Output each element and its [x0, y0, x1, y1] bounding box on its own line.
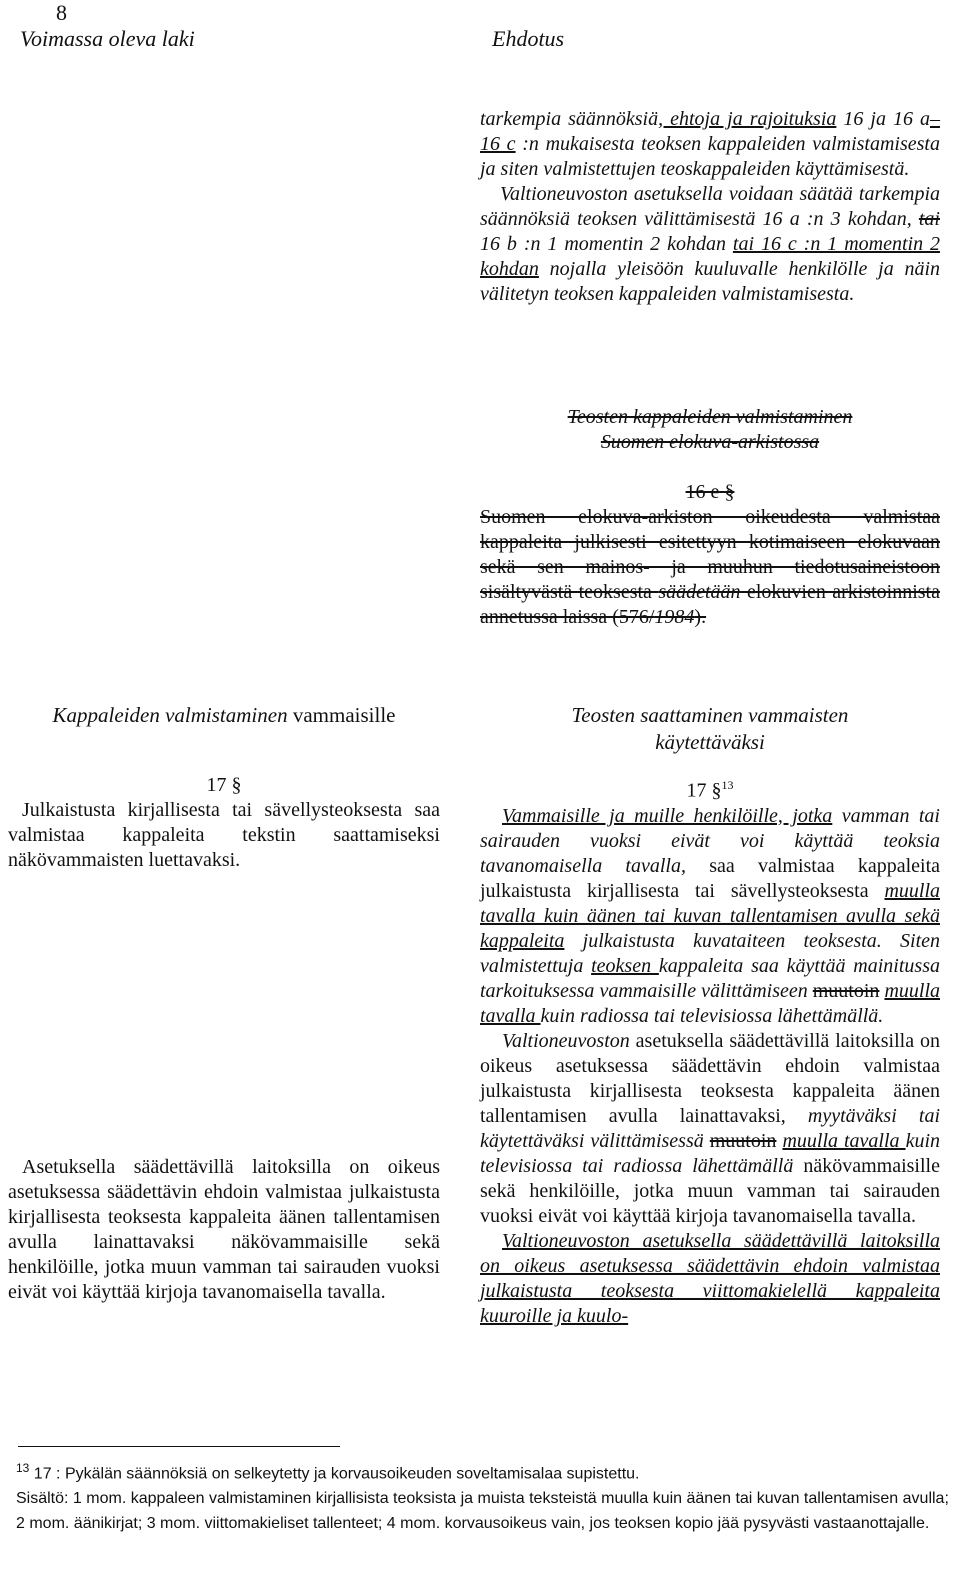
footnote-text: 17 : Pykälän säännöksiä on selkeytetty ja korvausoikeuden soveltamisalaa supistettu. — [29, 1465, 640, 1483]
text-run: Valtioneuvoston asetuksella voidaan säätää tarkempia säännöksiä teoksen välittämisestä 16 a :n 3 kohdan, — [480, 183, 940, 230]
text-run: julkaistusta kuvataiteen teoksesta. — [564, 929, 882, 952]
section-number-label: 17 — [686, 779, 707, 802]
text-run: nojalla yleisöön kuuluvalle henkilölle ja näin välitetyn teoksen kappaleiden valmistamisesta. — [480, 258, 940, 305]
section-16e — [480, 405, 940, 630]
section-number-label: 17 — [206, 774, 227, 796]
text-run: kappaleita saa käyttää mainitussa tarkoituksessa vammaisille välittämiseen — [480, 954, 940, 1002]
text-run: :n mukaisesta teoksen kappaleiden valmistamisesta ja siten valmistettujen teoskappaleiden käyttämisestä. — [480, 133, 940, 180]
text-run: kuin radiossa tai televisiossa lähettämällä. — [540, 1004, 884, 1027]
paragraph: Asetuksella säädettävillä laitoksilla on oikeus asetuksessa säädettävin ehdoin valmistaa julkaistusta kirjallisesta teoksesta kappaleita äänen tallentamisen avulla lainattavaksi näkövammaisille sekä henkilöille, jotka muun vamman tai sairauden vuoksi eivät voi käyttää kirjoja tavanomaisella tavalla. — [8, 1156, 440, 1303]
section-title: Teosten kappaleiden valmistaminen — [567, 406, 853, 428]
text-run: vammaisille — [287, 703, 396, 727]
text-run: tai 16 c :n 1 momentin 2 kohdan — [480, 233, 940, 280]
text-run: muutoin — [709, 1129, 777, 1152]
section-number-label: 16 e — [685, 481, 720, 503]
text-run: Suomen elokuva-arkiston oikeudesta valmistaa kappaleita julkisesti esitettyyn kotimaiseen elokuvaan sekä sen mainos- ja muuhun tiedotusaineistoon sisältyvästä teoksesta — [480, 506, 940, 603]
text-run: muulla tavalla — [782, 1129, 906, 1152]
right-section-17 — [480, 702, 940, 1329]
text-run: Siten valmistettuja — [480, 929, 940, 977]
section-title: Suomen elokuva-arkistossa — [600, 431, 820, 453]
text-run: –16 c — [480, 108, 940, 155]
text-run: vamman tai sairauden vuoksi eivät voi käyttää teoksia tavanomaisella tavalla, — [480, 804, 940, 877]
footnote-line — [16, 1456, 956, 1486]
section-title — [8, 702, 440, 729]
section-number — [480, 773, 940, 804]
text-run: Vammaisille ja muille henkilöille, jotka — [502, 804, 833, 827]
section-title: käytettäväksi — [655, 730, 765, 754]
text-run: ). — [694, 606, 707, 628]
footnote-line: Sisältö: 1 mom. kappaleen valmistaminen kirjallisista teoksista ja muista teksteistä muulla kuin äänen tai kuvan tallentamisen avulla; 2 mom. äänikirjat; 3 mom. viittomakieliset tallenteet; 4 mom. korvausoikeus vain, jos teoksen kopio jää pysyvästi vastaanottajalle. — [16, 1490, 949, 1533]
footnote — [16, 1456, 956, 1536]
text-run: asetuksella säädettävillä laitoksilla on oikeus asetuksessa säädettävin ehdoin valmistaa julkaistusta kirjallisesta teoksesta kappaleita äänen tallentamisen avulla lainattavaksi, — [480, 1029, 940, 1127]
section-sign: § — [711, 779, 722, 802]
footnote-number: 13 — [16, 1461, 30, 1475]
paragraph: Valtioneuvoston asetuksella säädettävillä laitoksilla on oikeus asetuksessa säädettävin ehdoin valmistaa julkaistusta teoksesta viittomakielellä kappaleita kuuroille ja kuulo- — [480, 1229, 940, 1327]
section-title: Teosten saattaminen vammaisten — [571, 703, 849, 727]
left-section-17-p2 — [8, 1155, 440, 1305]
text-run: kuin televisiossa tai radiossa lähettämällä — [480, 1129, 940, 1177]
right-top-text — [480, 107, 940, 307]
paragraph — [480, 182, 940, 307]
text-run: myytäväksi tai käytettäväksi välittämisessä — [480, 1104, 940, 1152]
paragraph — [480, 107, 940, 182]
section-number — [8, 773, 440, 798]
text-run: 1984 — [654, 606, 695, 628]
footnote-separator — [18, 1446, 340, 1447]
paragraph — [480, 804, 940, 1029]
text-run: 16 b :n 1 momentin 2 kohdan — [480, 233, 733, 255]
right-column-header: Ehdotus — [492, 26, 565, 51]
section-sign: § — [724, 481, 735, 503]
text-run: Valtioneuvoston — [502, 1029, 630, 1052]
text-run: tarkempia säännöksiä — [480, 108, 659, 130]
paragraph — [480, 505, 940, 630]
paragraph: Julkaistusta kirjallisesta tai sävellysteoksesta saa valmistaa kappaleita tekstin saattamiseksi näkövammaisten luettavaksi. — [8, 799, 440, 871]
footnote-reference: 13 — [721, 778, 734, 792]
section-number — [480, 480, 940, 505]
text-run: muutoin — [812, 979, 880, 1002]
text-run: saa valmistaa kappaleita julkaistusta kirjallisesta tai sävellysteoksesta — [480, 854, 940, 902]
text-run: muulla tavalla kuin äänen tai kuvan tallentamisen avulla sekä kappaleita — [480, 879, 940, 952]
text-run: , ehtoja ja rajoituksia — [658, 108, 837, 130]
page-number: 8 — [56, 0, 67, 25]
paragraph — [480, 1029, 940, 1229]
text-run: muulla tavalla — [480, 979, 940, 1027]
text-run: säädetään — [658, 581, 741, 603]
text-run: tai — [918, 208, 940, 230]
section-sign: § — [231, 774, 242, 796]
text-run: teoksen — [591, 954, 659, 977]
left-section-17 — [8, 702, 440, 873]
left-column-header: Voimassa oleva laki — [20, 26, 195, 51]
text-run: 16 ja 16 a — [843, 108, 930, 130]
text-run: Kappaleiden valmistaminen — [52, 703, 288, 727]
text-run: elokuvien arkistoinnista annetussa laissa (576/ — [480, 581, 940, 628]
text-run: näkövammaisille sekä henkilöille, jotka muun vamman tai sairauden vuoksi eivät voi käyttää kirjoja tavanomaisella tavalla. — [480, 1154, 940, 1227]
